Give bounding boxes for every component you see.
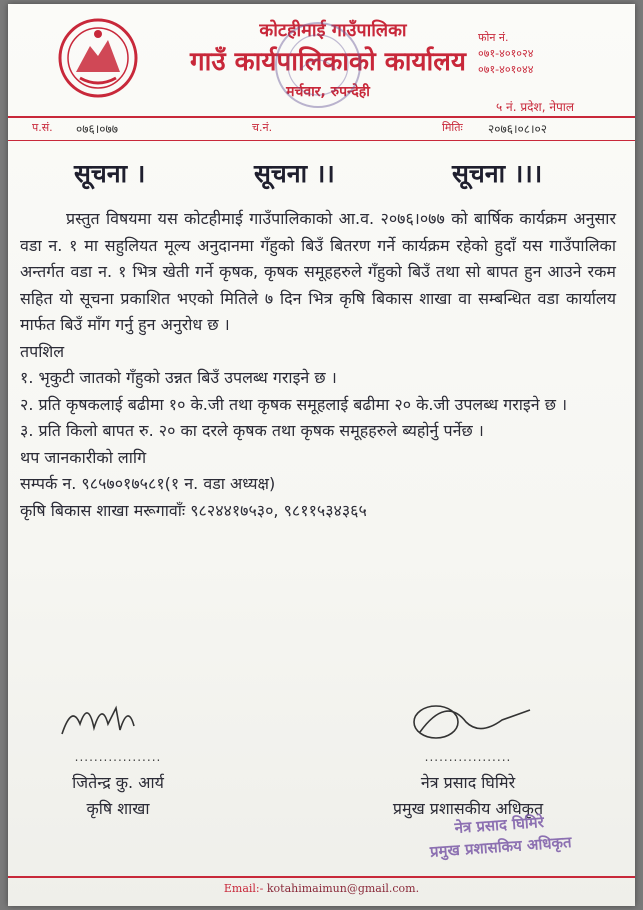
notice-heading-2: सूचना ।।: [254, 159, 335, 188]
right-signature: [406, 692, 536, 746]
phone-label: फोन नं.: [478, 31, 509, 44]
ch-label: च.नं.: [252, 121, 273, 134]
left-signature-line: ..................: [74, 750, 162, 764]
contact-line-2: कृषि बिकास शाखा मरूगावाँः ९८२४४१७५३०, ९८११५३४३६५: [20, 500, 367, 520]
detail-item-1: १. भृकुटी जातको गँहुको उन्नत बिउँ उपलब्ध गराइने छ ।: [20, 368, 337, 387]
right-signatory-name: नेत्र प्रसाद घिमिरे: [420, 773, 516, 792]
email-label: Email:-: [223, 882, 264, 895]
left-signatory-name: जितेन्द्र कु. आर्य: [72, 773, 164, 792]
email-address: kotahimaimun@gmail.com.: [266, 882, 420, 895]
ps-label: प.सं.: [32, 121, 53, 134]
right-signatory-title: प्रमुख प्रशासकीय अधिकृत: [392, 799, 544, 818]
contact-line-1: सम्पर्क न. ९८५७०१७५८१(१ न. वडा अध्यक्ष): [20, 474, 276, 493]
municipality-name: कोटहीमाई गाउँपालिका: [259, 20, 407, 41]
office-seal-stamp: [270, 10, 366, 120]
notice-body: [20, 206, 616, 524]
left-signatory-title: कृषि शाखा: [86, 799, 150, 818]
header-rule: [8, 116, 635, 118]
detail-item-2: २. प्रति कृषकलाई बढीमा १० के.जी तथा कृषक समूहलाई बढीमा २० के.जी उपलब्ध गराइने छ ।: [20, 394, 568, 414]
notice-paragraph: प्रस्तुत विषयमा यस कोटहीमाई गाउँपालिकाको आ.व. २०७६।०७७ को बार्षिक कार्यक्रम अनुसार वडा न. १ मा सहुलियत मूल्य अनुदानमा गँहुको बिउँ बितरण गर्ने कार्यक्रम रहेको हुदाँ यस गाउँपालिका अन्तर्गत वडा न. १ भित्र खेती गर्ने कृषक, कृषक समूहहरुले गँहुको बिउँ तथा सो बापत हुन आउने रकम सहित यो सूचना प्रकाशित भएको मितिले ७ दिन भित्र कृषि बिकास शाखा वा सम्बन्धित वडा कार्यालय मार्फत बिउँ माँग गर्नु हुन अनुरोध छ ।: [20, 209, 616, 334]
notice-heading-1: सूचना ।: [74, 159, 146, 188]
phone-block: [478, 30, 533, 78]
office-location: मर्चवार, रुपन्देही: [286, 84, 370, 100]
stamp-title: प्रमुख प्रशासकिय अधिकृत: [429, 833, 573, 861]
reference-rule: [8, 140, 635, 141]
right-signature-line: ..................: [424, 750, 512, 764]
reference-row: [20, 120, 620, 138]
date-value: २०७६।०८।०२: [488, 122, 548, 136]
office-title: गाउँ कार्यपालिकाको कार्यालय: [190, 47, 466, 77]
footer-email: [8, 882, 635, 895]
phone-number-2: ०७१-४०१०४४: [478, 63, 534, 76]
province-label: ५ नं. प्रदेश, नेपाल: [496, 100, 575, 114]
nepal-emblem-icon: [56, 16, 140, 100]
letter-page: [8, 4, 635, 906]
detail-item-3: ३. प्रति किलो बापत रु. २० का दरले कृषक तथा कृषक समूहहरुले ब्यहोर्नु पर्नेछ ।: [20, 421, 484, 440]
stamp-name: नेत्र प्रसाद घिमिरे: [454, 812, 545, 838]
left-signatory: [28, 744, 208, 822]
details-heading: तपशिल: [20, 341, 65, 361]
ps-value: ०७६।०७७: [76, 122, 118, 136]
phone-number-1: ०७१-४०१०२४: [478, 47, 534, 60]
date-label: मितिः: [442, 121, 463, 134]
footer-rule: [8, 876, 635, 878]
left-signature: [58, 694, 148, 744]
more-info-line: थप जानकारीको लागि: [20, 447, 147, 467]
notice-heading-3: सूचना ।।।: [452, 159, 543, 188]
